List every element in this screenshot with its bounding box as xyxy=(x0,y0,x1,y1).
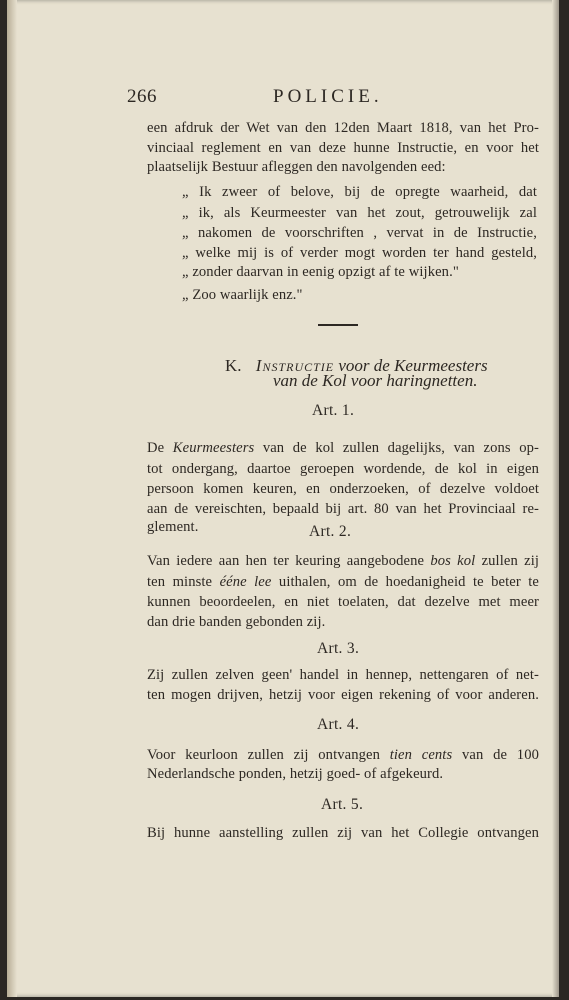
section-divider xyxy=(318,324,358,326)
intro-line-3: plaatselijk Bestuur afleggen den navolgenden eed: xyxy=(147,159,446,175)
article-1-line-4: aan de vereischten, bepaald bij art. 80 van het Provinciaal re- xyxy=(147,501,539,517)
italic-term: Keurmeesters xyxy=(172,440,255,456)
book-page xyxy=(7,0,559,997)
oath-line-3: „ nakomen de voorschriften , vervat in de Instructie, xyxy=(182,225,537,241)
italic-term: bos kol xyxy=(430,553,476,569)
italic-term: ééne lee xyxy=(219,574,272,590)
page-number: 266 xyxy=(127,86,157,107)
article-4-line-2: Nederlandsche ponden, hetzij goed- of afgekeurd. xyxy=(147,766,444,782)
intro-line-1: een afdruk der Wet van den 12den Maart 1818, van het Pro- xyxy=(147,120,539,136)
article-heading-2: Art. 2. xyxy=(309,523,352,540)
article-3-line-2: ten mogen drijven, hetzij voor eigen rekening of voor anderen. xyxy=(147,687,539,703)
section-title-rest: voor de Keurmeesters xyxy=(334,356,488,375)
article-3-line-1: Zij zullen zelven geen' handel in hennep, nettengaren of net- xyxy=(147,667,539,683)
article-1-line-1: De Keurmeesters van de kol zullen dagelijks, van zons op- xyxy=(147,440,539,456)
article-heading-5: Art. 5. xyxy=(321,796,364,813)
running-head: POLICIE. xyxy=(273,86,383,107)
oath-line-2: „ ik, als Keurmeester van het zout, getrouwelijk zal xyxy=(182,205,537,221)
article-5-line-1: Bij hunne aanstelling zullen zij van het Collegie ontvangen xyxy=(147,825,539,841)
intro-line-2: vinciaal reglement en van deze hunne Instructie, en voor het xyxy=(147,140,539,156)
article-heading-3: Art. 3. xyxy=(317,640,360,657)
article-2-line-3: kunnen beoordeelen, en niet toelaten, dat dezelve met meer xyxy=(147,594,539,610)
article-2-line-2: ten minste ééne lee uithalen, om de hoedanigheid te beter te xyxy=(147,574,540,590)
article-2-line-1: Van iedere aan hen ter keuring aangebodene bos kol zullen zij xyxy=(147,553,540,569)
article-1-line-5: glement. xyxy=(147,519,199,535)
page-gutter-shadow xyxy=(7,0,17,997)
page-edge-shadow xyxy=(552,0,559,997)
article-heading-1: Art. 1. xyxy=(312,402,355,419)
article-4-line-1: Voor keurloon zullen zij ontvangen tien cents van de 100 xyxy=(147,747,539,763)
article-1-line-2: tot ondergang, daartoe geroepen wordende, de kol in eigen xyxy=(147,461,539,477)
section-title-smallcaps: Instructie xyxy=(255,356,335,375)
oath-line-6: „ Zoo waarlijk enz." xyxy=(182,287,303,303)
article-1-line-3: persoon komen keuren, en onderzoeken, of dezelve voldoet xyxy=(147,481,539,497)
italic-term: tien cents xyxy=(389,747,453,763)
article-2-line-4: dan drie banden gebonden zij. xyxy=(147,614,326,630)
article-heading-4: Art. 4. xyxy=(317,716,360,733)
oath-line-1: „ Ik zweer of belove, bij de opregte waarheid, dat xyxy=(182,184,537,200)
oath-line-5: „ zonder daarvan in eenig opzigt af te wijken." xyxy=(182,264,459,280)
section-title-line-2: van de Kol voor haringnetten. xyxy=(273,371,478,390)
oath-line-4: „ welke mij is of verder mogt worden ter hand gesteld, xyxy=(182,245,537,261)
section-letter: K. xyxy=(225,356,242,375)
